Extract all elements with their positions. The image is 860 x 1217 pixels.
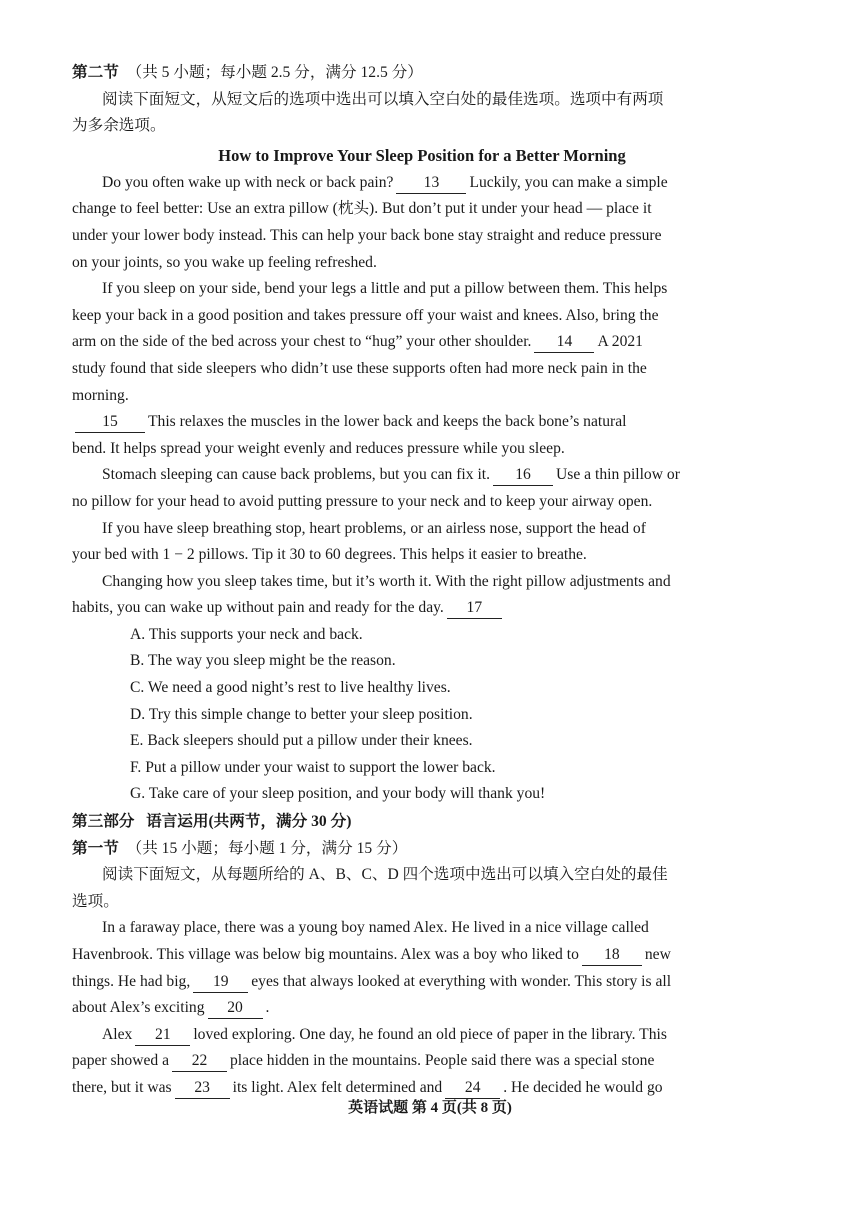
paragraph-line [72, 1048, 772, 1075]
option-g: G. Take care of your sleep position, and your body will thank you! [130, 785, 546, 803]
option-c: C. We need a good night’s rest to live healthy lives. [130, 679, 451, 697]
text-span: arm on the side of the bed across your chest to “hug” your other shoulder. [72, 333, 532, 351]
text-span: Do you often wake up with neck or back pain? [102, 173, 394, 191]
blank-20: 20 [208, 998, 263, 1019]
option-d: D. Try this simple change to better your sleep position. [130, 705, 473, 723]
paragraph-line: morning. [72, 386, 129, 404]
text-span: loved exploring. One day, he found an old piece of paper in the library. This [193, 1025, 667, 1043]
text-span: Luckily, you can make a simple [469, 173, 668, 191]
blank-21: 21 [135, 1025, 190, 1046]
paragraph-line: In a faraway place, there was a young boy named Alex. He lived in a nice village called [102, 919, 649, 937]
section2-instructions-line2: 为多余选项。 [72, 117, 166, 135]
blank-13: 13 [396, 173, 466, 194]
page-footer: 英语试题 第 4 页(共 8 页) [348, 1100, 512, 1116]
blank-15: 15 [75, 412, 145, 433]
paragraph-line [72, 1022, 772, 1049]
text-span: Havenbrook. This village was below big mountains. Alex was a boy who liked to [72, 946, 579, 963]
option-e: E. Back sleepers should put a pillow under their knees. [130, 732, 473, 750]
blank-16: 16 [493, 465, 553, 486]
text-span: about Alex’s exciting [72, 999, 205, 1017]
paragraph-line [72, 462, 772, 489]
section2-instructions-line1: 阅读下面短文，从短文后的选项中选出可以填入空白处的最佳选项。选项中有两项 [102, 90, 664, 108]
text-span: Alex [102, 1025, 133, 1043]
blank-24: 24 [445, 1078, 500, 1099]
option-f: F. Put a pillow under your waist to support the lower back. [130, 758, 496, 776]
text-span: Use a thin pillow or [556, 466, 680, 484]
text-span: paper showed a [72, 1052, 169, 1070]
part3-header [72, 809, 772, 836]
text-span: there, but it was [72, 1078, 172, 1096]
paragraph-line: If you have sleep breathing stop, heart problems, or an airless nose, support the head of [102, 519, 646, 537]
blank-14: 14 [534, 332, 594, 353]
paragraph-line: keep your back in a good position and takes pressure off your waist and knees. Also, bring the [72, 306, 659, 324]
section2-heading: 第二节 [72, 64, 119, 81]
paragraph-line [72, 942, 772, 969]
text-span: new [644, 946, 671, 963]
option-b: B. The way you sleep might be the reason. [130, 652, 396, 670]
text-span: things. He had big, [72, 972, 191, 990]
text-span: Stomach sleeping can cause back problems, but you can fix it. [102, 466, 491, 484]
text-span: . He decided he would go [503, 1078, 663, 1096]
text-span: . [265, 999, 270, 1017]
blank-17: 17 [447, 598, 502, 619]
paragraph-line: under your lower body instead. This can help your back bone stay straight and reduce pressure [72, 226, 662, 244]
paragraph-line: If you sleep on your side, bend your legs a little and put a pillow between them. This helps [102, 280, 668, 298]
blank-22: 22 [172, 1051, 227, 1072]
text-span: This relaxes the muscles in the lower back and keeps the back bone’s natural [148, 413, 627, 431]
section2-info: （共 5 小题；每小题 2.5 分，满分 12.5 分） [126, 64, 423, 81]
paragraph-line: your bed with 1 − 2 pillows. Tip it 30 to 60 degrees. This helps it easier to breathe. [72, 546, 587, 564]
option-a: A. This supports your neck and back. [130, 625, 363, 643]
paragraph-line: bend. It helps spread your weight evenly and reduces pressure while you sleep. [72, 439, 565, 457]
section2-header [72, 60, 772, 87]
part3-section1-header [72, 836, 772, 863]
paragraph-line: Changing how you sleep takes time, but it’s worth it. With the right pillow adjustments and [102, 572, 671, 590]
section1-info: （共 15 小题；每小题 1 分，满分 15 分） [126, 839, 408, 857]
section1-heading: 第一节 [72, 839, 119, 857]
text-span: A 2021 [597, 333, 643, 351]
paragraph-line [72, 409, 772, 436]
paragraph-line [72, 595, 772, 622]
part3-heading-info: 语言运用(共两节，满分 30 分) [146, 813, 352, 831]
text-span: eyes that always looked at everything with wonder. This story is all [251, 972, 672, 990]
text-span: its light. Alex felt determined and [232, 1078, 443, 1096]
part3-instructions-line1: 阅读下面短文，从每题所给的 A、B、C、D 四个选项中选出可以填入空白处的最佳 [102, 866, 668, 884]
blank-19: 19 [193, 972, 248, 993]
text-span: habits, you can wake up without pain and ready for the day. [72, 599, 444, 617]
paragraph-line: no pillow for your head to avoid putting pressure to your neck and to keep your airway open. [72, 492, 653, 510]
paragraph-line [72, 329, 772, 356]
page-content [72, 60, 772, 1102]
paragraph-line: study found that side sleepers who didn’t use these supports often had more neck pain in the [72, 359, 647, 377]
part3-instructions-line2: 选项。 [72, 892, 119, 910]
blank-23: 23 [175, 1078, 230, 1099]
paragraph-line: change to feel better: Use an extra pillow (枕头). But don’t put it under your head — place it [72, 200, 652, 218]
paragraph-line [72, 170, 772, 197]
text-span: place hidden in the mountains. People said there was a special stone [230, 1052, 655, 1070]
blank-18: 18 [582, 945, 642, 966]
paragraph-line [72, 969, 772, 996]
paragraph-line: on your joints, so you wake up feeling refreshed. [72, 253, 377, 271]
paragraph-line [72, 995, 772, 1022]
passage-title: How to Improve Your Sleep Position for a Better Morning [218, 145, 626, 165]
part3-heading: 第三部分 [72, 813, 135, 831]
